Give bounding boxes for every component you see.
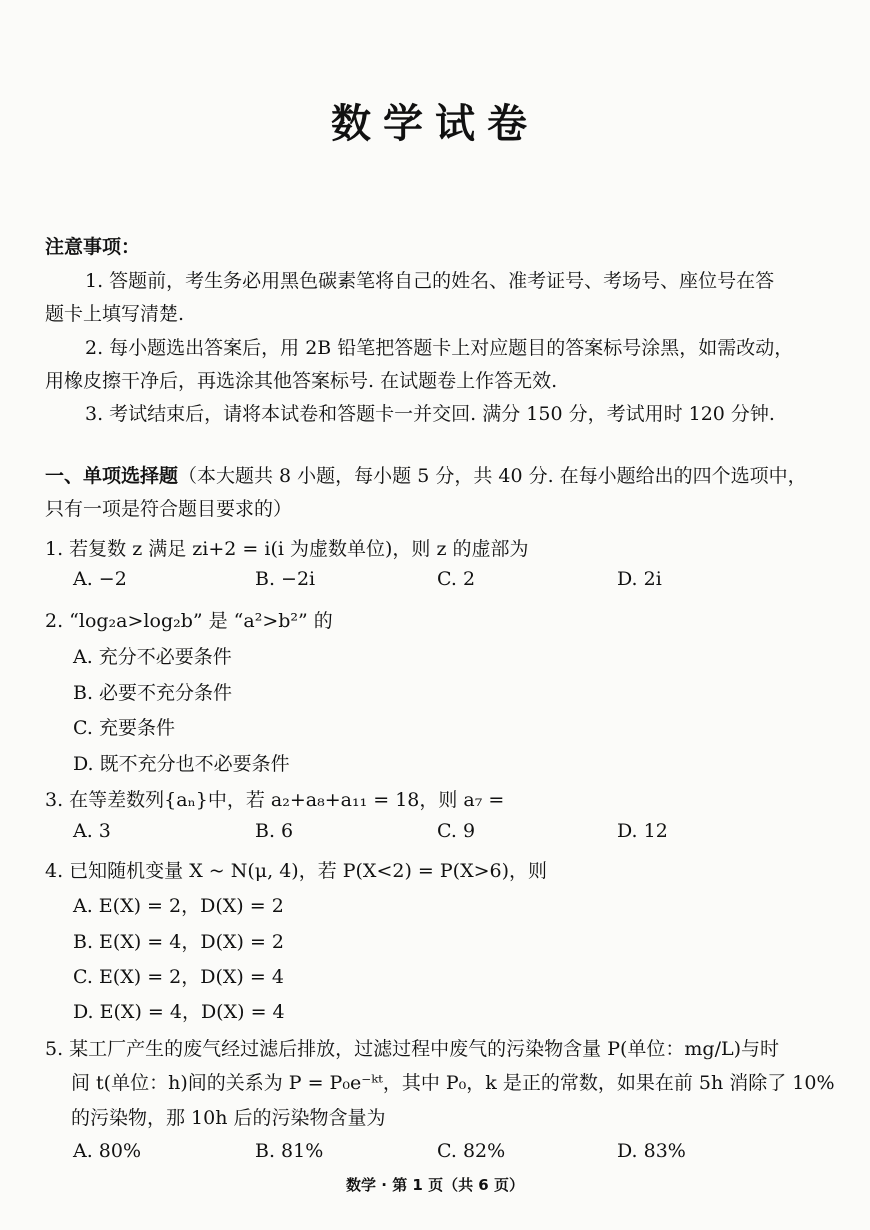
- question-2-stem: 2. “log₂a>log₂b” 是 “a²>b²” 的: [45, 610, 333, 632]
- notice-item-2-line-1: 2. 每小题选出答案后，用 2B 铅笔把答题卡上对应题目的答案标号涂黑，如需改动，: [85, 337, 794, 359]
- question-3-option-a: A. 3: [73, 820, 111, 842]
- question-5-stem-line-2: 间 t(单位：h)间的关系为 P = P₀e⁻ᵏᵗ，其中 P₀，k 是正的常数，如果在前 5h 消除了 10%: [71, 1072, 835, 1094]
- question-4-stem: 4. 已知随机变量 X ~ N(μ, 4)，若 P(X<2) = P(X>6)，则: [45, 860, 548, 882]
- question-2-option-d: D. 既不充分也不必要条件: [73, 753, 290, 775]
- question-1-stem: 1. 若复数 z 满足 zi+2 = i(i 为虚数单位)，则 z 的虚部为: [45, 538, 529, 560]
- question-4-option-c: C. E(X) = 2，D(X) = 4: [73, 966, 284, 988]
- question-3-option-c: C. 9: [437, 820, 476, 842]
- question-2-option-a: A. 充分不必要条件: [73, 646, 232, 668]
- question-1-option-d: D. 2i: [617, 568, 662, 590]
- question-5-option-d: D. 83%: [617, 1140, 686, 1162]
- notice-item-2-line-2: 用橡皮擦干净后，再选涂其他答案标号. 在试题卷上作答无效.: [45, 370, 558, 392]
- page-footer: 数学 · 第 1 页（共 6 页）: [346, 1176, 524, 1194]
- question-5-stem-line-3: 的污染物，那 10h 后的污染物含量为: [71, 1107, 386, 1129]
- question-1-option-c: C. 2: [437, 568, 476, 590]
- page-title: 数学试卷: [331, 101, 539, 147]
- notice-item-1-line-1: 1. 答题前，考生务必用黑色碳素笔将自己的姓名、准考证号、考场号、座位号在答: [85, 270, 775, 292]
- question-2-option-c: C. 充要条件: [73, 717, 175, 739]
- question-5-option-b: B. 81%: [255, 1140, 324, 1162]
- section-1-heading: 一、单项选择题: [45, 465, 179, 487]
- question-3-option-b: B. 6: [255, 820, 294, 842]
- question-5-stem-line-1: 5. 某工厂产生的废气经过滤后排放，过滤过程中废气的污染物含量 P(单位：mg/L)与时: [45, 1038, 780, 1060]
- section-1-desc-line-1: （本大题共 8 小题，每小题 5 分，共 40 分. 在每小题给出的四个选项中，: [178, 465, 807, 487]
- notice-item-3-line-1: 3. 考试结束后，请将本试卷和答题卡一并交回. 满分 150 分，考试用时 120 分钟.: [85, 403, 775, 425]
- question-3-stem: 3. 在等差数列{aₙ}中，若 a₂+a₈+a₁₁ = 18，则 a₇ =: [45, 789, 505, 811]
- question-3-option-d: D. 12: [617, 820, 668, 842]
- question-1-option-b: B. −2i: [255, 568, 316, 590]
- question-4-option-b: B. E(X) = 4，D(X) = 2: [73, 931, 285, 953]
- question-5-option-a: A. 80%: [73, 1140, 142, 1162]
- question-2-option-b: B. 必要不充分条件: [73, 682, 233, 704]
- question-5-option-c: C. 82%: [437, 1140, 506, 1162]
- section-1-header: [45, 461, 807, 488]
- question-4-option-a: A. E(X) = 2，D(X) = 2: [73, 895, 284, 917]
- notice-heading: 注意事项：: [45, 236, 141, 258]
- section-1-desc-line-2: 只有一项是符合题目要求的）: [45, 498, 293, 520]
- notice-item-1-line-2: 题卡上填写清楚.: [45, 303, 185, 325]
- question-1-option-a: A. −2: [73, 568, 127, 590]
- question-4-option-d: D. E(X) = 4，D(X) = 4: [73, 1001, 285, 1023]
